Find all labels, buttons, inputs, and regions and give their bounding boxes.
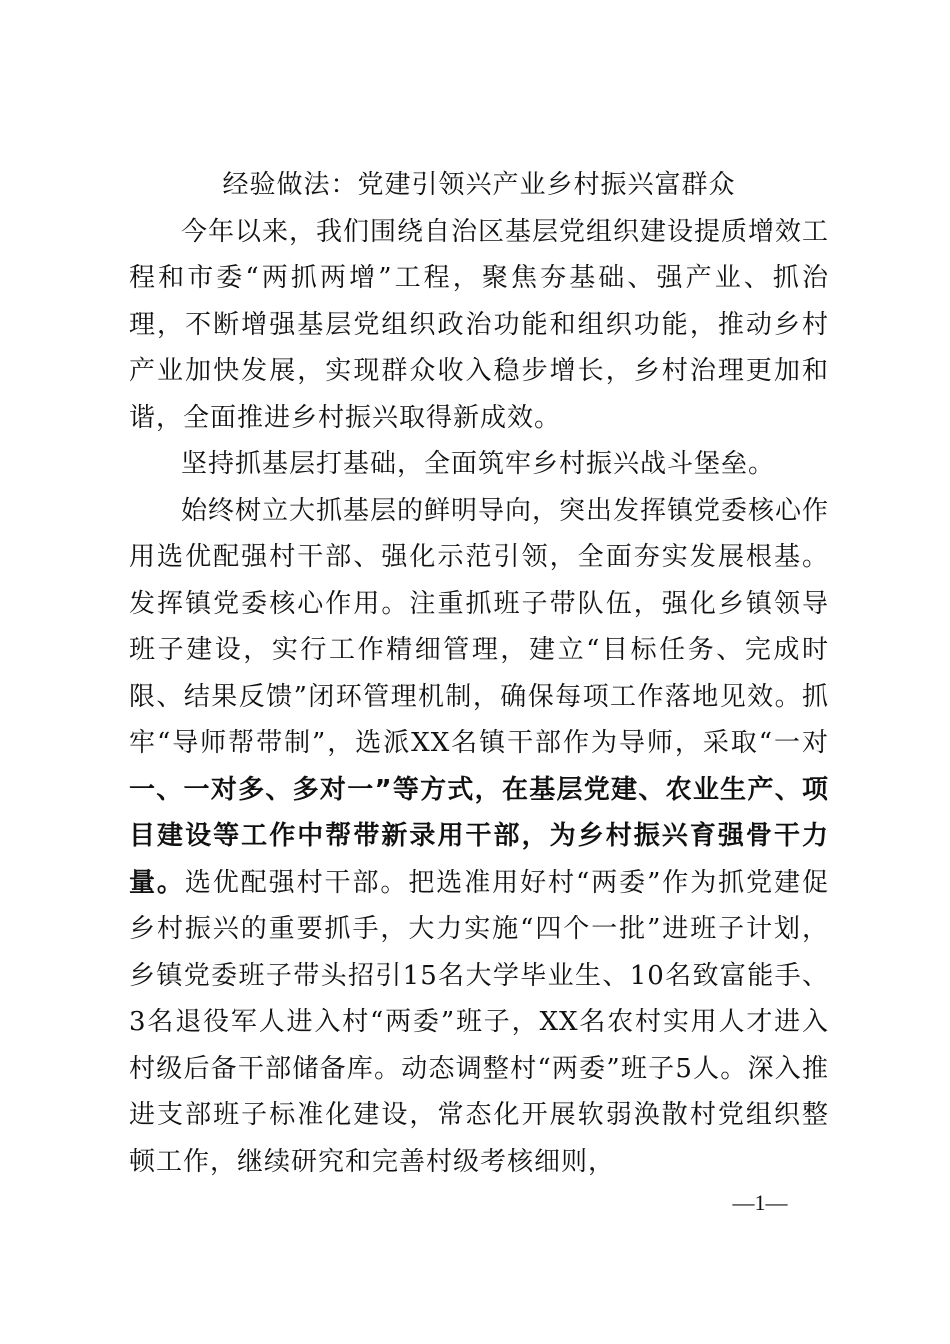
intro-paragraph: 今年以来，我们围绕自治区基层党组织建设提质增效工程和市委“两抓两增”工程，聚焦夯基础、强产业、抓治理，不断增强基层党组织政治功能和组织功能，推动乡村产业加快发展，实现群众收入稳步增长，乡村治理更加和谐，全面推进乡村振兴取得新成效。 bbox=[129, 216, 830, 433]
section-heading: 坚持抓基层打基础，全面筑牢乡村振兴战斗堡垒。 bbox=[181, 449, 776, 479]
body-paragraph bbox=[129, 488, 829, 1186]
body-text-part1: 始终树立大抓基层的鲜明导向，突出发挥镇党委核心作用选优配强村干部、强化示范引领，全面夯实发展根基。发挥镇党委核心作用。注重抓班子带队伍，强化乡镇领导班子建设，实行工作精细管理，建立“目标任务、完成时限、结果反馈”闭环管理机制，确保每项工作落地见效。抓牢“导师帮带制”，选派XX名镇干部作为导师，采取“一对 bbox=[129, 495, 830, 758]
document-title: 经验做法：党建引领兴产业乡村振兴富群众 bbox=[222, 170, 736, 200]
body-text-bold: 一、一对多、多对一”等方式，在基层党建、农业生产、项目建设等工作中帮带新录用干部，为乡村振兴育强骨干力量。 bbox=[129, 774, 829, 898]
body-text-part2: 选优配强村干部。把选准用好村“两委”作为抓党建促乡村振兴的重要抓手，大力实施“四个一批”进班子计划，乡镇党委班子带头招引15名大学毕业生、10名致富能手、3名退役军人进入村“两委”班子，XX名农村实用人才进入村级后备干部储备库。动态调整村“两委”班子5人。深入推进支部班子标准化建设，常态化开展软弱涣散村党组织整顿工作，继续研究和完善村级考核细则， bbox=[129, 867, 829, 1177]
page-number: —1— bbox=[732, 1190, 788, 1215]
document-body bbox=[129, 162, 829, 1185]
